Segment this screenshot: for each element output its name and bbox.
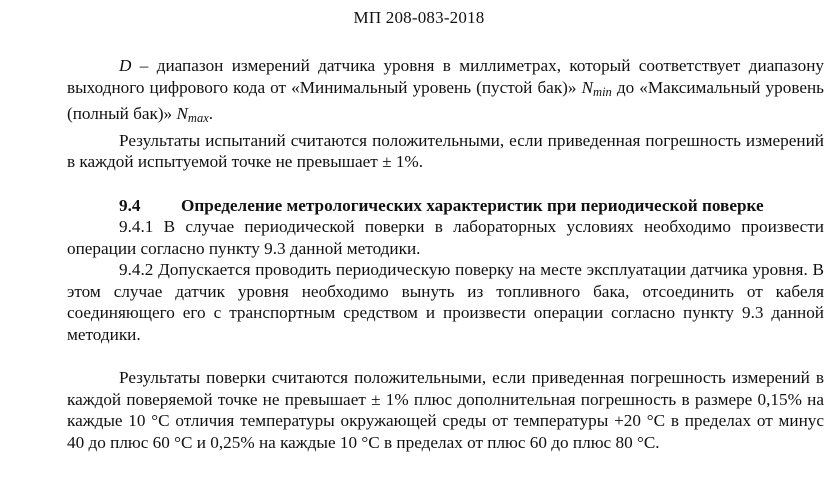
document-number-header: МП 208-083-2018 [353, 8, 485, 27]
paragraph-d-text-1: – диапазон измерений датчика уровня в миллиметрах, который соответствует диапазону выходного цифрового кода от «Минимальный уровень (пустой бак)» [67, 56, 824, 97]
paragraph-9-4-2: 9.4.2 Допускается проводить периодическую поверку на месте эксплуатации датчика уровня. В этом случае датчик уровня необходимо вынуть из топливного бака, отсоединить от кабеля соединяющего его с транспортным средством и произвести операции согласно пункту 9.3 данной методики. [67, 260, 824, 344]
symbol-n-min-subscript: min [593, 84, 612, 99]
symbol-n-max-subscript: max [187, 111, 209, 125]
section-title: Определение метрологических характеристик при периодической поверке [181, 195, 764, 215]
symbol-n-min [582, 78, 612, 97]
paragraph-verification-results: Результаты поверки считаются положительными, если приведенная погрешность измерений в каждой поверяемой точке не превышает ± 1% плюс дополнительная погрешность в размере 0,15% на каждые 10 °С отличия температуры окружающей среды от температуры +20 °С в пределах от минус 40 до плюс 60 °С и 0,25% на каждые 10 °С в пределах от плюс 60 до плюс 80 °С. [67, 368, 824, 452]
symbol-n-max-base: N [176, 104, 188, 123]
section-heading [67, 195, 824, 217]
paragraph-spacer [67, 345, 824, 367]
symbol-n-min-base: N [581, 77, 594, 97]
section-number: 9.4 [119, 195, 141, 215]
paragraph-9-4-1: 9.4.1 В случае периодической поверки в лабораторных условиях необходимо произвести операции согласно пункту 9.3 данной методики. [67, 217, 824, 258]
paragraph-d-definition [67, 55, 824, 130]
symbol-d: D [119, 56, 132, 75]
symbol-n-max [176, 104, 208, 123]
paragraph-test-results: Результаты испытаний считаются положительными, если приведенная погрешность измерений в каждой испытуемой точке не превышает ± 1%. [67, 130, 824, 171]
document-body [67, 55, 824, 453]
paragraph-d-text-2: до «Максимальный уровень (полный бак)» [67, 77, 824, 123]
paragraph-d-text-3: . [208, 104, 214, 123]
